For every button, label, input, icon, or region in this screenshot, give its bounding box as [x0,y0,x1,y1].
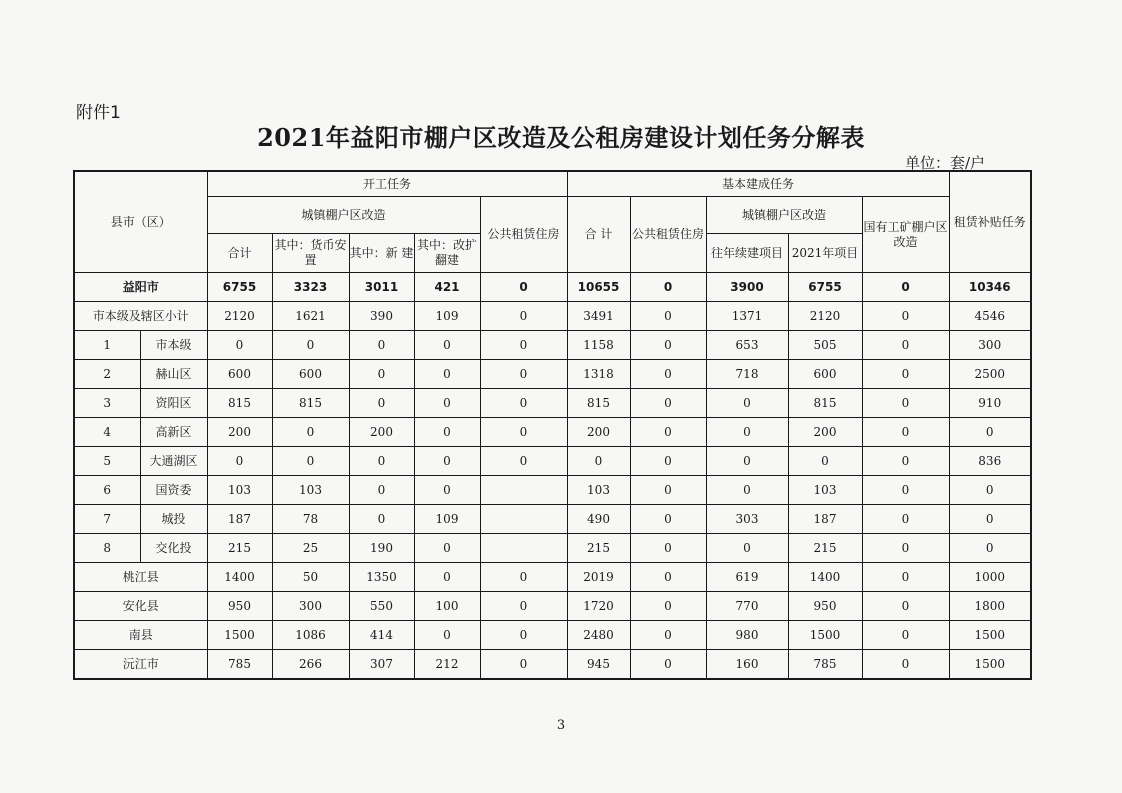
value-cell: 785 [788,650,862,680]
header-renovation: 其中：改扩翻建 [414,234,480,273]
value-cell: 303 [706,505,788,534]
value-cell: 0 [949,534,1031,563]
header-completion-total: 合 计 [567,197,630,273]
header-previous-projects: 往年续建项目 [706,234,788,273]
value-cell: 0 [630,360,706,389]
value-cell: 0 [862,360,949,389]
value-cell: 0 [862,331,949,360]
value-cell: 815 [567,389,630,418]
value-cell: 653 [706,331,788,360]
value-cell: 160 [706,650,788,680]
attachment-label: 附件1 [76,103,121,123]
value-cell: 200 [567,418,630,447]
page-number: 3 [556,718,566,733]
value-cell: 0 [630,563,706,592]
value-cell: 266 [272,650,349,680]
header-jiben: 基本建成任务 [567,171,949,197]
row-name-cell: 高新区 [140,418,207,447]
value-cell: 0 [414,418,480,447]
value-cell: 600 [788,360,862,389]
value-cell: 0 [272,447,349,476]
value-cell: 0 [480,418,567,447]
value-cell: 2120 [207,302,272,331]
value-cell: 0 [480,302,567,331]
value-cell: 0 [630,534,706,563]
value-cell: 0 [630,331,706,360]
value-cell: 0 [706,476,788,505]
value-cell: 950 [788,592,862,621]
value-cell: 10655 [567,273,630,302]
value-cell: 0 [414,331,480,360]
value-cell: 390 [349,302,414,331]
value-cell: 6755 [788,273,862,302]
table-row [74,302,1031,331]
header-monetary: 其中：货币安置 [272,234,349,273]
value-cell: 3323 [272,273,349,302]
header-public-rental-start: 公共租赁住房 [480,197,567,273]
value-cell: 0 [706,418,788,447]
value-cell: 0 [480,331,567,360]
value-cell: 1086 [272,621,349,650]
table-row [74,650,1031,680]
value-cell: 0 [706,534,788,563]
value-cell: 0 [207,331,272,360]
value-cell: 1500 [949,650,1031,680]
value-cell: 1400 [207,563,272,592]
value-cell: 0 [480,360,567,389]
value-cell: 0 [480,650,567,680]
value-cell: 0 [414,360,480,389]
value-cell: 6755 [207,273,272,302]
value-cell: 0 [414,389,480,418]
row-index-cell: 1 [74,331,140,360]
value-cell: 1500 [788,621,862,650]
value-cell: 215 [207,534,272,563]
row-index-cell: 5 [74,447,140,476]
value-cell: 0 [414,563,480,592]
value-cell: 1500 [207,621,272,650]
value-cell: 0 [349,505,414,534]
value-cell: 78 [272,505,349,534]
header-total: 合计 [207,234,272,273]
value-cell: 103 [567,476,630,505]
value-cell: 0 [630,650,706,680]
value-cell: 2120 [788,302,862,331]
row-index-cell: 4 [74,418,140,447]
value-cell: 505 [788,331,862,360]
row-index-cell: 2 [74,360,140,389]
row-name-cell: 资阳区 [140,389,207,418]
value-cell: 980 [706,621,788,650]
value-cell: 0 [949,505,1031,534]
table-row [74,273,1031,302]
value-cell: 200 [349,418,414,447]
value-cell: 0 [414,447,480,476]
value-cell: 770 [706,592,788,621]
value-cell: 3011 [349,273,414,302]
header-new-build: 其中：新 建 [349,234,414,273]
value-cell: 0 [630,592,706,621]
value-cell: 600 [272,360,349,389]
value-cell: 0 [862,447,949,476]
value-cell: 0 [480,563,567,592]
value-cell: 109 [414,302,480,331]
value-cell: 0 [630,621,706,650]
value-cell: 0 [630,273,706,302]
value-cell: 0 [349,360,414,389]
value-cell: 100 [414,592,480,621]
table-row [74,447,1031,476]
value-cell: 0 [862,563,949,592]
value-cell: 300 [272,592,349,621]
value-cell: 0 [567,447,630,476]
value-cell: 1500 [949,621,1031,650]
value-cell: 0 [207,447,272,476]
value-cell: 25 [272,534,349,563]
value-cell [480,534,567,563]
value-cell [480,476,567,505]
value-cell: 10346 [949,273,1031,302]
header-kaigong: 开工任务 [207,171,567,197]
value-cell: 815 [207,389,272,418]
row-name-cell: 桃江县 [74,563,207,592]
row-name-cell: 国资委 [140,476,207,505]
value-cell: 836 [949,447,1031,476]
row-name-cell: 交化投 [140,534,207,563]
value-cell: 0 [480,389,567,418]
value-cell: 0 [349,331,414,360]
value-cell: 2019 [567,563,630,592]
header-state-mining: 国有工矿棚户区改造 [862,197,949,273]
value-cell: 0 [630,418,706,447]
value-cell: 421 [414,273,480,302]
value-cell: 3900 [706,273,788,302]
value-cell: 0 [414,476,480,505]
value-cell: 0 [862,476,949,505]
value-cell: 619 [706,563,788,592]
header-shantytown-start: 城镇棚户区改造 [207,197,480,234]
value-cell: 0 [630,447,706,476]
value-cell: 1371 [706,302,788,331]
table-row [74,505,1031,534]
value-cell: 0 [862,534,949,563]
row-index-cell: 6 [74,476,140,505]
table-row [74,563,1031,592]
value-cell: 0 [349,476,414,505]
row-name-cell: 安化县 [74,592,207,621]
value-cell: 815 [788,389,862,418]
header-county: 县市（区） [74,171,207,273]
value-cell: 103 [272,476,349,505]
value-cell: 200 [207,418,272,447]
table-row [74,331,1031,360]
row-name-cell: 市本级及辖区小计 [74,302,207,331]
value-cell: 103 [207,476,272,505]
document-title: 2021年益阳市棚户区改造及公租房建设计划任务分解表 [257,123,865,152]
value-cell: 600 [207,360,272,389]
row-index-cell: 3 [74,389,140,418]
header-2021-projects: 2021年项目 [788,234,862,273]
value-cell: 718 [706,360,788,389]
value-cell: 0 [272,331,349,360]
row-name-cell: 城投 [140,505,207,534]
value-cell: 2500 [949,360,1031,389]
value-cell: 215 [788,534,862,563]
value-cell: 103 [788,476,862,505]
value-cell: 187 [788,505,862,534]
value-cell: 550 [349,592,414,621]
header-rental-subsidy: 租赁补贴任务 [949,171,1031,273]
row-index-cell: 7 [74,505,140,534]
value-cell: 950 [207,592,272,621]
value-cell: 0 [706,389,788,418]
row-name-cell: 市本级 [140,331,207,360]
value-cell: 0 [349,389,414,418]
value-cell: 414 [349,621,414,650]
value-cell: 0 [788,447,862,476]
value-cell: 215 [567,534,630,563]
value-cell: 200 [788,418,862,447]
row-name-cell: 大通湖区 [140,447,207,476]
value-cell: 0 [480,621,567,650]
table-row [74,389,1031,418]
value-cell: 50 [272,563,349,592]
value-cell: 2480 [567,621,630,650]
unit-label: 单位：套/户 [905,154,986,172]
value-cell: 3491 [567,302,630,331]
value-cell: 0 [480,273,567,302]
value-cell: 300 [949,331,1031,360]
value-cell: 4546 [949,302,1031,331]
value-cell: 109 [414,505,480,534]
value-cell: 212 [414,650,480,680]
table-row [74,592,1031,621]
value-cell: 190 [349,534,414,563]
table-row [74,476,1031,505]
value-cell: 1318 [567,360,630,389]
row-name-cell: 沅江市 [74,650,207,680]
value-cell: 0 [630,389,706,418]
value-cell: 945 [567,650,630,680]
value-cell: 0 [862,505,949,534]
value-cell: 187 [207,505,272,534]
value-cell: 0 [949,476,1031,505]
value-cell: 0 [414,534,480,563]
value-cell: 0 [630,476,706,505]
task-table [73,170,1032,680]
row-index-cell: 8 [74,534,140,563]
value-cell: 0 [630,302,706,331]
value-cell: 1350 [349,563,414,592]
value-cell: 1000 [949,563,1031,592]
value-cell: 0 [862,302,949,331]
table-row [74,621,1031,650]
value-cell: 1158 [567,331,630,360]
value-cell: 307 [349,650,414,680]
value-cell: 0 [862,418,949,447]
value-cell: 1800 [949,592,1031,621]
value-cell: 0 [862,621,949,650]
value-cell: 0 [862,592,949,621]
value-cell: 0 [630,505,706,534]
value-cell: 1720 [567,592,630,621]
value-cell: 0 [480,447,567,476]
value-cell: 815 [272,389,349,418]
value-cell: 1621 [272,302,349,331]
header-shantytown-complete: 城镇棚户区改造 [706,197,862,234]
table-row [74,360,1031,389]
value-cell: 0 [349,447,414,476]
row-name-cell: 益阳市 [74,273,207,302]
value-cell: 0 [949,418,1031,447]
table-row [74,418,1031,447]
value-cell: 0 [272,418,349,447]
value-cell: 1400 [788,563,862,592]
value-cell: 785 [207,650,272,680]
value-cell: 0 [480,592,567,621]
value-cell: 0 [862,650,949,680]
value-cell: 490 [567,505,630,534]
value-cell: 0 [414,621,480,650]
value-cell: 0 [862,389,949,418]
value-cell: 910 [949,389,1031,418]
row-name-cell: 赫山区 [140,360,207,389]
value-cell [480,505,567,534]
value-cell: 0 [862,273,949,302]
table-row [74,534,1031,563]
row-name-cell: 南县 [74,621,207,650]
header-public-rental-complete: 公共租赁住房 [630,197,706,273]
value-cell: 0 [706,447,788,476]
